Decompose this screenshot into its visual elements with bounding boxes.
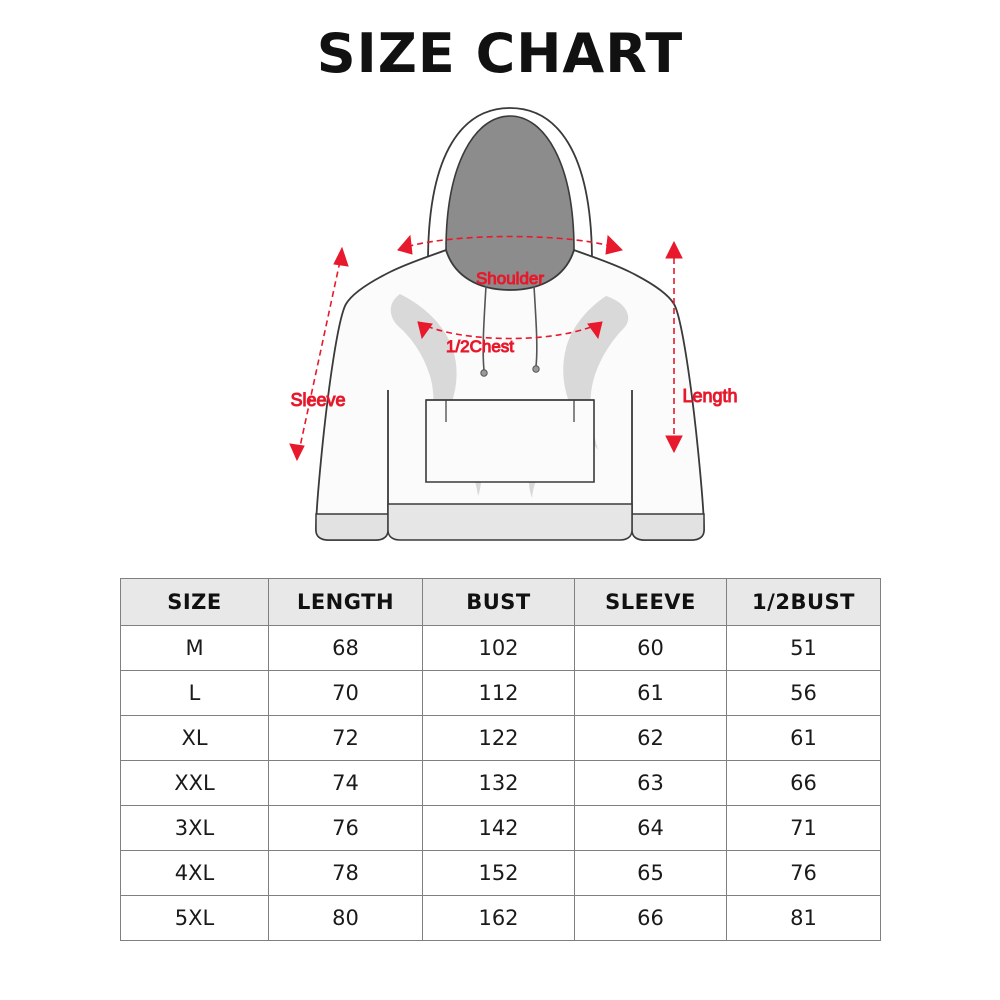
cell-half-bust: 61 [727,716,881,761]
cell-length: 80 [269,896,423,941]
cell-sleeve: 61 [575,671,727,716]
table-row [121,896,881,941]
page-title: SIZE CHART [316,22,684,85]
cell-bust: 162 [423,896,575,941]
label-sleeve: Sleeve [290,390,346,410]
label-half-chest: 1/2Chest [445,337,515,356]
label-length: Length [682,386,738,406]
cell-half-bust: 71 [727,806,881,851]
cell-size: 3XL [121,806,269,851]
cell-bust: 102 [423,626,575,671]
cell-length: 70 [269,671,423,716]
cell-size: 5XL [121,896,269,941]
table-row [121,761,881,806]
table-header-row [121,579,881,626]
column-header-half-bust: 1/2BUST [727,579,881,626]
cell-sleeve: 62 [575,716,727,761]
cell-length: 76 [269,806,423,851]
cell-half-bust: 66 [727,761,881,806]
cell-size: L [121,671,269,716]
table-row [121,806,881,851]
cell-sleeve: 60 [575,626,727,671]
column-header-bust: BUST [423,579,575,626]
hoodie-icon [316,108,704,540]
cell-bust: 112 [423,671,575,716]
cell-length: 74 [269,761,423,806]
label-shoulder: Shoulder [475,269,545,288]
cell-bust: 152 [423,851,575,896]
cell-length: 78 [269,851,423,896]
cell-size: M [121,626,269,671]
cell-sleeve: 66 [575,896,727,941]
cell-length: 68 [269,626,423,671]
cell-size: 4XL [121,851,269,896]
cell-half-bust: 81 [727,896,881,941]
cell-size: XL [121,716,269,761]
table-row [121,626,881,671]
size-table [120,578,881,941]
column-header-size: SIZE [121,579,269,626]
table-row [121,716,881,761]
table-row [121,851,881,896]
cell-half-bust: 51 [727,626,881,671]
column-header-length: LENGTH [269,579,423,626]
size-table-container [120,578,880,941]
cell-sleeve: 65 [575,851,727,896]
cell-sleeve: 63 [575,761,727,806]
table-row [121,671,881,716]
cell-half-bust: 56 [727,671,881,716]
cell-sleeve: 64 [575,806,727,851]
cell-half-bust: 76 [727,851,881,896]
cell-bust: 122 [423,716,575,761]
column-header-sleeve: SLEEVE [575,579,727,626]
cell-bust: 142 [423,806,575,851]
cell-length: 72 [269,716,423,761]
cell-size: XXL [121,761,269,806]
hoodie-measurement-illustration [250,90,770,570]
cell-bust: 132 [423,761,575,806]
